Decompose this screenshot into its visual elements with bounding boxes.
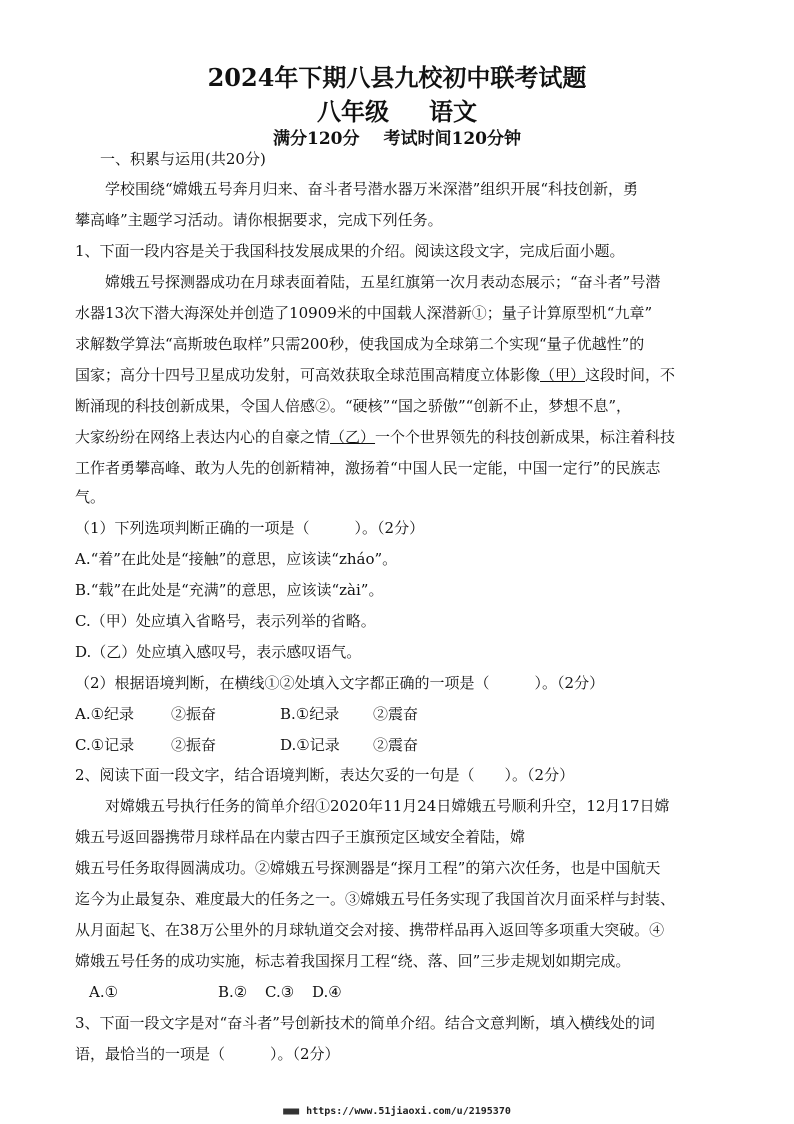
passage-line: 对嫦娥五号执行任务的简单介绍①2020年11月24日嫦娥五号顺利升空，12月17日嫦: [105, 797, 670, 815]
option: B.①纪录: [280, 705, 340, 723]
subject-label: 语文: [429, 97, 477, 126]
passage-line: 水器13次下潜大海深处并创造了10909米的中国载人深潜新①；量子计算原型机“九章”: [75, 304, 653, 322]
sub-question-2: （2）根据语境判断，在横线①②处填入文字都正确的一项是（ ）。（2分）: [75, 674, 605, 692]
option: C.①记录: [75, 736, 135, 754]
full-score: 满分120分: [273, 129, 360, 149]
passage-line: 求解数学算法“高斯玻色取样”只需200秒，使我国成为全球第二个实现“量子优越性”的: [75, 335, 645, 353]
question-3-stem: 语，最恰当的一项是（ ）。（2分）: [75, 1045, 340, 1063]
passage-line: 工作者勇攀高峰、敢为人先的创新精神，激扬着“中国人民一定能，中国一定行”的民族志: [75, 459, 661, 477]
passage-line: 嫦娥五号任务的成功实施，标志着我国探月工程“绕、落、回”三步走规划如期完成。: [75, 952, 631, 970]
option: D.（乙）处应填入感叹号，表示感叹语气。: [75, 643, 362, 661]
blank-yi: （乙）: [330, 428, 376, 446]
exam-time: 考试时间120分钟: [383, 129, 521, 149]
option: A.①纪录: [75, 705, 135, 723]
passage-line: 嫦娥五号探测器成功在月球表面着陆，五星红旗第一次月表动态展示；“奋斗者”号潜: [105, 273, 661, 291]
exam-info: [0, 124, 794, 149]
section-heading: 一、积累与运用(共20分): [100, 150, 266, 168]
passage-line: 迄今为止最复杂、难度最大的任务之一。③嫦娥五号任务实现了我国首次月面采样与封装、: [75, 890, 676, 908]
passage-line: 断涌现的科技创新成果，令国人倍感②。“硬核”“国之骄傲”“创新不止，梦想不息”，: [75, 397, 632, 415]
passage-text: 大家纷纷在网络上表达内心的自豪之情: [75, 428, 331, 446]
passage-text: 一个个世界领先的科技创新成果，标注着科技: [375, 428, 676, 446]
passage-line: [75, 364, 715, 386]
passage-text: 国家；高分十四号卫星成功发射，可高效获取全球范围高精度立体影像: [75, 366, 541, 384]
option: D.④: [312, 983, 342, 1001]
intro-line: 攀高峰”主题学习活动。请你根据要求，完成下列任务。: [75, 211, 443, 229]
passage-line: 娥五号返回器携带月球样品在内蒙古四子王旗预定区域安全着陆，嫦: [75, 828, 526, 846]
blank-jia: （甲）: [540, 366, 586, 384]
footer-watermark: [0, 1106, 794, 1117]
option: ②震奋: [373, 705, 419, 723]
option: B.“载”在此处是“充满”的意思，应该读“zài”。: [75, 581, 384, 599]
option: ②震奋: [373, 736, 419, 754]
sub-question-1: （1）下列选项判断正确的一项是（ ）。（2分）: [75, 519, 425, 537]
question-3-stem: 3、下面一段文字是对“奋斗者”号创新技术的简单介绍。结合文意判断，填入横线处的词: [75, 1014, 655, 1032]
grade-subject: [0, 92, 794, 127]
option: A.“着”在此处是“接触”的意思，应该读“zháo”。: [75, 550, 398, 568]
option: A.①: [89, 983, 119, 1001]
option: C.③: [265, 983, 295, 1001]
option: B.②: [218, 983, 248, 1001]
passage-line: 娥五号任务取得圆满成功。②嫦娥五号探测器是“探月工程”的第六次任务，也是中国航天: [75, 859, 661, 877]
passage-line: 气。: [75, 488, 106, 506]
site-logo-icon: ■■■: [283, 1106, 299, 1117]
option: D.①记录: [280, 736, 340, 754]
footer-url[interactable]: https://www.51jiaoxi.com/u/2195370: [306, 1106, 511, 1117]
option: ②振奋: [171, 705, 217, 723]
option: C.（甲）处应填入省略号，表示列举的省略。: [75, 612, 376, 630]
passage-line: [75, 426, 715, 448]
option: ②振奋: [171, 736, 217, 754]
intro-line: 学校围绕“嫦娥五号奔月归来、奋斗者号潜水器万米深潜”组织开展“科技创新，勇: [105, 180, 639, 198]
exam-title: 2024年下期八县九校初中联考试题: [207, 63, 587, 92]
question-1-stem: 1、下面一段内容是关于我国科技发展成果的介绍。阅读这段文字，完成后面小题。: [75, 242, 625, 260]
passage-text: 这段时间，不: [585, 366, 676, 384]
passage-line: 从月面起飞、在38万公里外的月球轨道交会对接、携带样品再入返回等多项重大突破。④: [75, 921, 665, 939]
question-2-stem: 2、阅读下面一段文字，结合语境判断，表达欠妥的一句是（ ）。（2分）: [75, 766, 575, 784]
grade-label: 八年级: [317, 97, 389, 126]
